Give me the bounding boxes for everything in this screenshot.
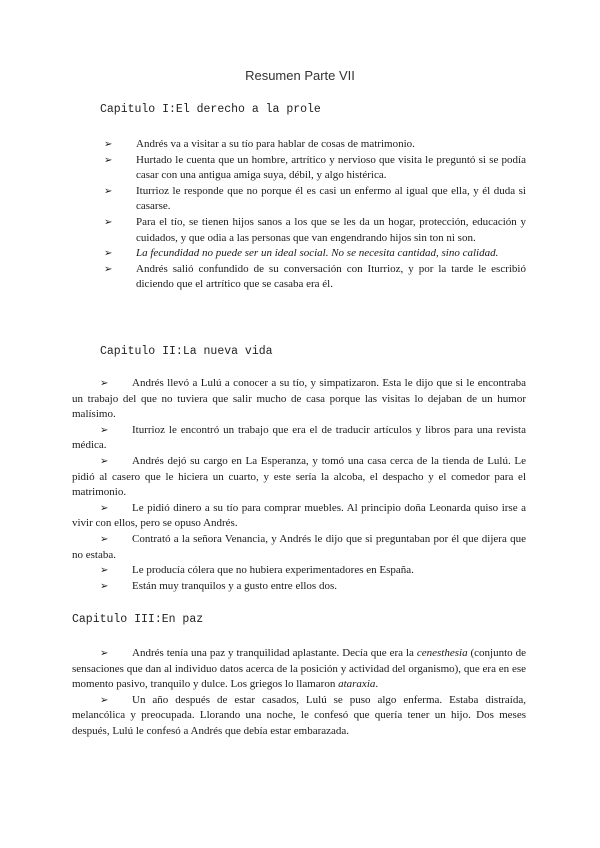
arrow-bullet-icon: ➢	[100, 648, 109, 659]
arrow-bullet-icon: ➢	[100, 378, 109, 389]
arrow-bullet-icon: ➢	[100, 424, 109, 436]
chapter-3-body	[72, 646, 526, 740]
chapter-3-heading: Capitulo III:En paz	[72, 613, 204, 626]
list-item: ➢ Le producía cólera que no hubiera experimentadores en España.	[72, 563, 526, 579]
page-title: Resumen Parte VII	[245, 68, 355, 83]
arrow-bullet-icon: ➢	[100, 502, 109, 514]
arrow-bullet-icon: ➢	[104, 139, 113, 150]
list-item: ➢ La fecundidad no puede ser un ideal social. No se necesita cantidad, sino calidad.	[102, 246, 526, 262]
list-item: ➢ Le pidió dinero a su tío para comprar muebles. Al principio doña Leonarda quiso irse a vivir con ellos, pero se opuso Andrés.	[72, 501, 526, 530]
chapter-2-list	[72, 376, 526, 594]
arrow-bullet-icon: ➢	[104, 154, 113, 166]
list-item: ➢ Andrés va a visitar a su tío para hablar de cosas de matrimonio.	[102, 137, 526, 153]
arrow-bullet-icon: ➢	[100, 455, 109, 467]
paragraph: ➢ Andrés tenía una paz y tranquilidad aplastante. Decía que era la cenesthesia (conjunto de sensaciones que dan al individuo datos acerca de la posición y actividad del organismo), que era en ese momento pasivo, tranquilo y dulce. Los griegos lo llamaron ataraxia.	[72, 647, 526, 691]
arrow-bullet-icon: ➢	[100, 533, 109, 545]
list-item: ➢ Andrés salió confundido de su conversación con Iturrioz, y por la tarde le escribió diciendo que el artrítico que se casaba era él.	[104, 262, 526, 291]
arrow-bullet-icon: ➢	[104, 216, 113, 228]
list-item: ➢ Iturrioz le responde que no porque él es casi un enfermo al igual que ella, y él duda si casarse.	[104, 184, 526, 213]
paragraph: ➢ Un año después de estar casados, Lulú se puso algo enferma. Estaba distraída, melancólica y preocupada. Llorando una noche, le confesó que quería tener un hijo. Dos meses después, Lulú le confesó a Andrés que debía estar embarazada.	[72, 693, 526, 737]
list-item: ➢ Contrató a la señora Venancia, y Andrés le dijo que si preguntaban por él que dijera que no estaba.	[72, 532, 526, 561]
arrow-bullet-icon: ➢	[100, 565, 109, 577]
list-item: ➢ Andrés dejó su cargo en La Esperanza, y tomó una casa cerca de la tienda de Lulú. Le pidió al casero que le hiciera un cuarto, y este sería la alcoba, el despacho y el comedor para el matrimonio.	[72, 454, 526, 499]
arrow-bullet-icon: ➢	[104, 248, 113, 260]
arrow-bullet-icon: ➢	[100, 694, 109, 706]
list-item: ➢ Iturrioz le encontró un trabajo que era el de traducir artículos y libros para una revista médica.	[72, 423, 526, 452]
chapter-2-heading: Capitulo II:La nueva vida	[100, 345, 273, 358]
list-item: ➢ Hurtado le cuenta que un hombre, artrítico y nervioso que visita le preguntó si se podía casar con una antigua amiga suya, débil, y algo histérica.	[104, 153, 526, 182]
list-item: ➢ Están muy tranquilos y a gusto entre ellos dos.	[72, 579, 526, 595]
list-item: ➢ Andrés llevó a Lulú a conocer a su tío, y simpatizaron. Esta le dijo que si le encontraba un trabajo del que no tuviera que salir mucho de casa porque las visitas lo dejaban de un humor malísimo.	[72, 377, 526, 421]
chapter-1-list	[102, 137, 526, 293]
chapter-1-heading: Capitulo I:El derecho a la prole	[100, 103, 321, 116]
list-item: ➢ Para el tío, se tienen hijos sanos a los que se les da un hogar, protección, educación y cuidados, y que odia a las personas que van engendrando hijos sin ton ni son.	[104, 215, 526, 244]
arrow-bullet-icon: ➢	[104, 185, 113, 197]
arrow-bullet-icon: ➢	[104, 263, 113, 275]
arrow-bullet-icon: ➢	[100, 580, 109, 592]
